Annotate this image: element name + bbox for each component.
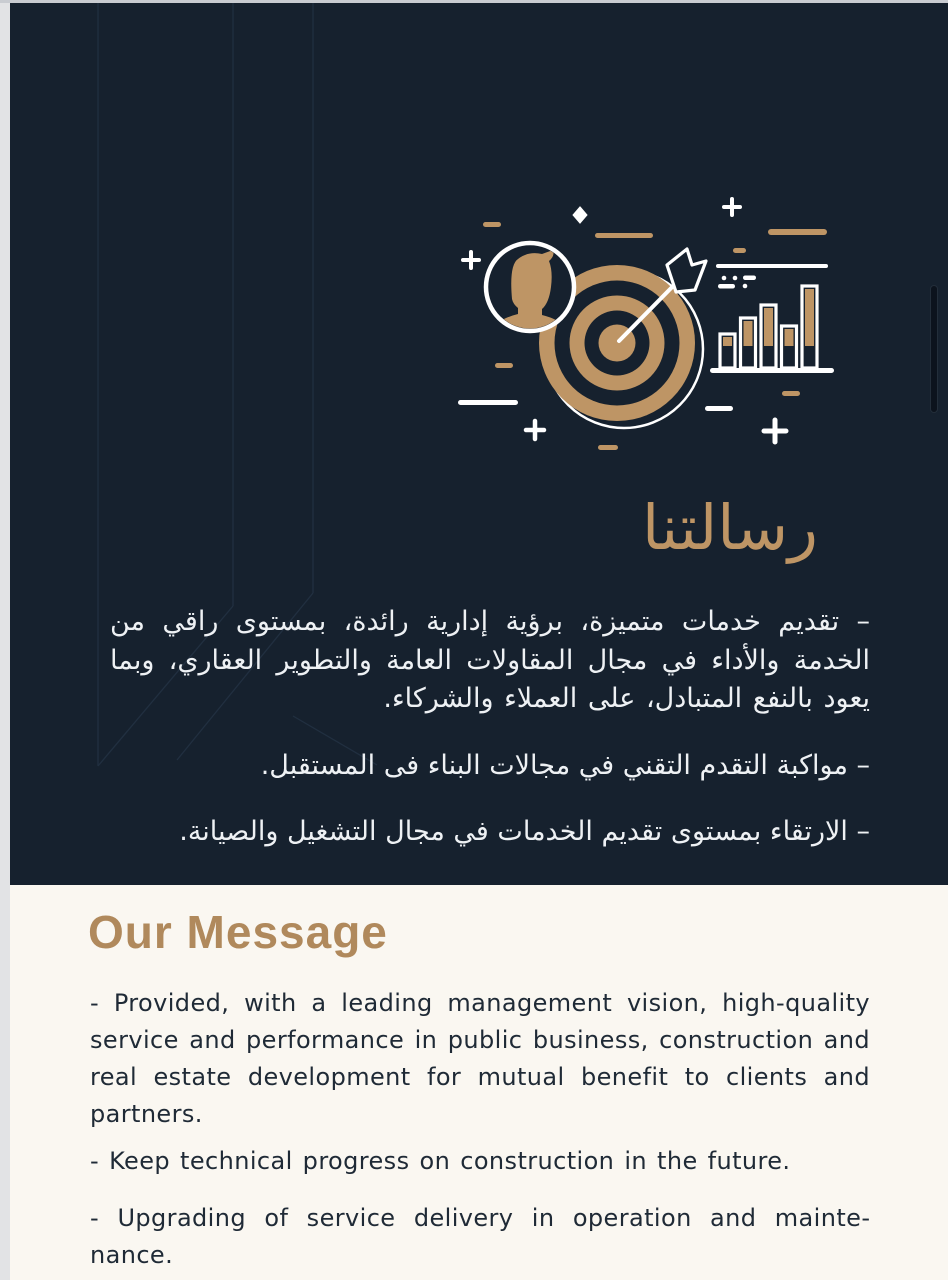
arabic-paragraph-2: – مواكبة التقدم التقني في مجالات البناء فى المستقبل.: [260, 750, 870, 781]
english-paragraph-2: - Keep technical progress on construction in the future.: [90, 1147, 791, 1175]
arabic-section-title: رسالتنا: [642, 491, 818, 564]
english-paragraph-1: - Provided, with a leading management vision, high-quality service and performance in public business, construction and real estate development for mutual benefit to clients and partners.: [90, 989, 870, 1128]
mission-section-english: [10, 885, 948, 1280]
mission-section-arabic: [10, 3, 948, 885]
page-edge-strip-left: [0, 0, 10, 1280]
page-edge-strip-top: [0, 0, 948, 3]
english-paragraph-3: - Upgrading of service delivery in operation and maintenance.: [90, 1204, 870, 1269]
scrollbar-thumb[interactable]: [931, 286, 937, 412]
english-section-title: Our Message: [88, 906, 388, 958]
bar-chart-icon: [710, 286, 834, 373]
arabic-paragraph-3: – الارتقاء بمستوى تقديم الخدمات في مجال التشغيل والصيانة.: [179, 816, 870, 847]
arabic-paragraph-1: – تقديم خدمات متميزة، برؤية إدارية رائدة، بمستوى راقي من الخدمة والأداء في مجال المقاولات العامة والتطوير العقاري، وبما يعود بالنفع المتبادل، على العملاء والشركاء.: [110, 606, 870, 714]
